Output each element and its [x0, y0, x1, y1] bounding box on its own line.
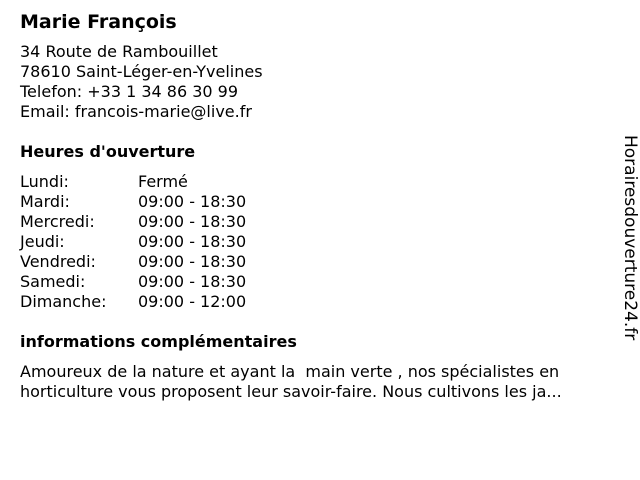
- info-heading: informations complémentaires: [20, 332, 297, 351]
- day-label: Dimanche:: [20, 292, 107, 311]
- business-name: Marie François: [20, 11, 177, 33]
- hours-value: Fermé: [138, 172, 188, 191]
- hours-row-vendredi: [20, 252, 610, 272]
- hours-row-mercredi: [20, 212, 610, 232]
- hours-row-mardi: [20, 192, 610, 212]
- hours-value: 09:00 - 18:30: [138, 252, 247, 271]
- hours-row-samedi: [20, 272, 610, 292]
- phone-number: Telefon: +33 1 34 86 30 99: [20, 82, 239, 101]
- business-card: [20, 10, 610, 402]
- hours-value: 09:00 - 18:30: [138, 212, 247, 231]
- hours-value: 09:00 - 18:30: [138, 192, 247, 211]
- info-description: Amoureux de la nature et ayant la main verte , nos spécialistes en horticulture vous proposent leur savoir-faire. Nous cultivons les ja...: [20, 362, 565, 401]
- address-city: 78610 Saint-Léger-en-Yvelines: [20, 62, 263, 81]
- day-label: Vendredi:: [20, 252, 96, 271]
- watermark-text: Horairesdouverture24.fr: [620, 135, 640, 341]
- hours-row-jeudi: [20, 232, 610, 252]
- contact-block: [20, 42, 610, 122]
- day-label: Samedi:: [20, 272, 86, 291]
- hours-value: 09:00 - 12:00: [138, 292, 247, 311]
- hours-row-lundi: [20, 172, 610, 192]
- day-label: Mercredi:: [20, 212, 95, 231]
- day-label: Mardi:: [20, 192, 70, 211]
- opening-hours-table: [20, 172, 610, 312]
- hours-row-dimanche: [20, 292, 610, 312]
- email-address: Email: francois-marie@live.fr: [20, 102, 252, 121]
- hours-heading: Heures d'ouverture: [20, 142, 196, 161]
- address-street: 34 Route de Rambouillet: [20, 42, 218, 61]
- hours-value: 09:00 - 18:30: [138, 272, 247, 291]
- day-label: Lundi:: [20, 172, 69, 191]
- day-label: Jeudi:: [20, 232, 65, 251]
- hours-value: 09:00 - 18:30: [138, 232, 247, 251]
